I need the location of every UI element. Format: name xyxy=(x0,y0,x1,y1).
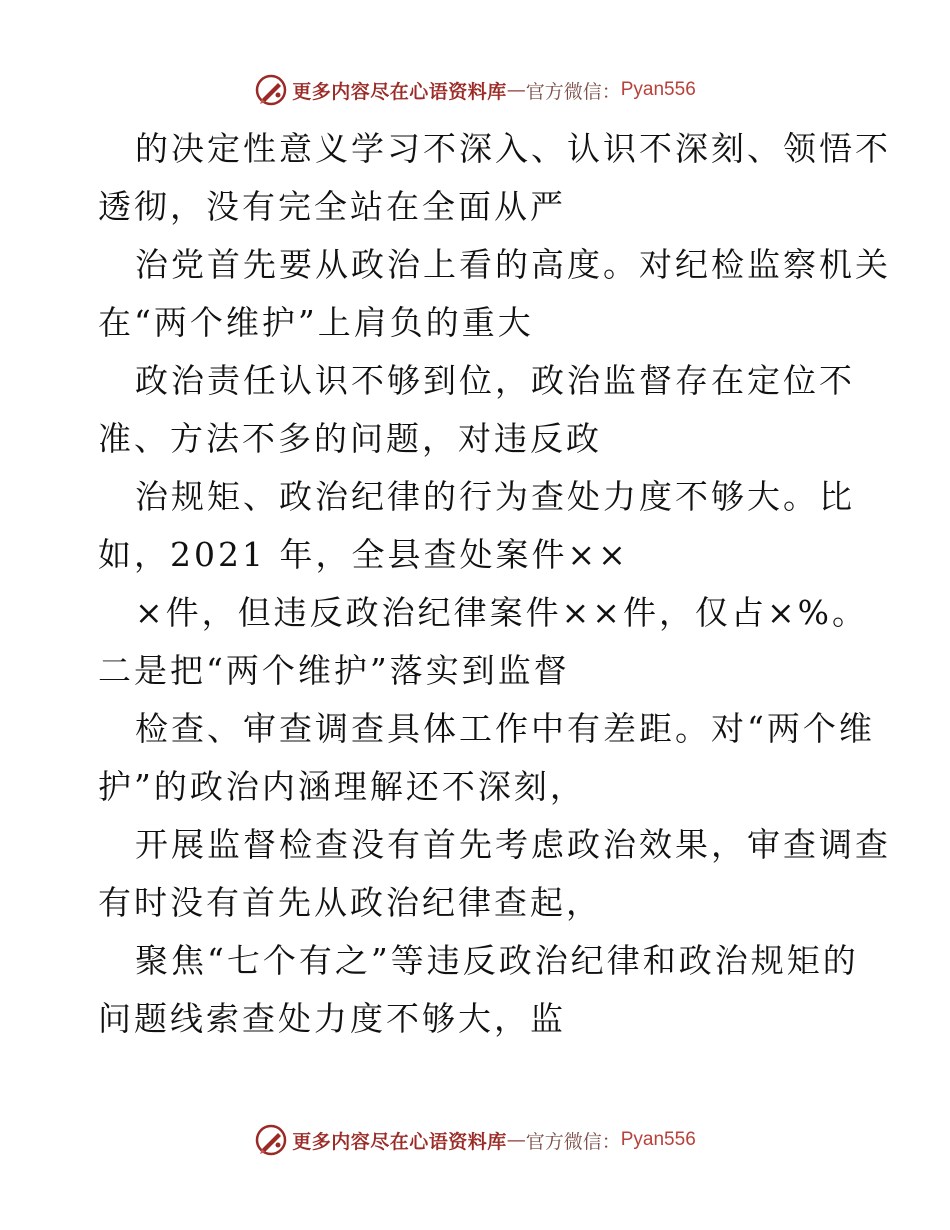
body-line: 准、方法不多的问题，对违反政 xyxy=(98,419,602,458)
body-line: 开展监督检查没有首先考虑政治效果，审查调查 xyxy=(135,825,891,864)
body-line: 的决定性意义学习不深入、认识不深刻、领悟不 xyxy=(135,129,891,168)
header-banner xyxy=(0,70,950,110)
banner-wechat-id: Pyan556 xyxy=(620,1129,696,1150)
body-line: 如，2021 年，全县查处案件×× xyxy=(98,535,629,574)
banner-official-label: 官方微信： xyxy=(525,80,621,103)
document-body xyxy=(98,120,891,1048)
body-line: 治规矩、政治纪律的行为查处力度不够大。比 xyxy=(135,477,855,516)
body-line: 政治责任认识不够到位，政治监督存在定位不 xyxy=(135,361,855,400)
banner-title: 更多内容尽在心语资料库 xyxy=(292,1130,507,1153)
body-line: 有时没有首先从政治纪律查起， xyxy=(98,883,602,922)
body-line: 问题线索查处力度不够大，监 xyxy=(98,999,566,1038)
body-line: 治党首先要从政治上看的高度。对纪检监察机关 xyxy=(135,245,891,284)
banner-wechat-id: Pyan556 xyxy=(620,79,696,100)
banner-official-label: 官方微信： xyxy=(525,1130,621,1153)
body-line: 二是把“两个维护”落实到监督 xyxy=(98,651,570,690)
banner-dash: — xyxy=(506,79,526,101)
body-line: 检查、审查调查具体工作中有差距。对“两个维 xyxy=(135,709,875,748)
banner-dash: — xyxy=(506,1129,526,1151)
pen-logo-icon xyxy=(254,1123,288,1157)
pen-logo-icon xyxy=(254,73,288,107)
body-line: 透彻，没有完全站在全面从严 xyxy=(98,187,566,226)
body-line: 在“两个维护”上肩负的重大 xyxy=(98,303,534,342)
body-line: ×件，但违反政治纪律案件××件，仅占×%。 xyxy=(135,593,868,632)
footer-banner xyxy=(0,1120,950,1160)
banner-title: 更多内容尽在心语资料库 xyxy=(292,80,507,103)
body-line: 聚焦“七个有之”等违反政治纪律和政治规矩的 xyxy=(135,941,859,980)
body-line: 护”的政治内涵理解还不深刻， xyxy=(98,767,586,806)
